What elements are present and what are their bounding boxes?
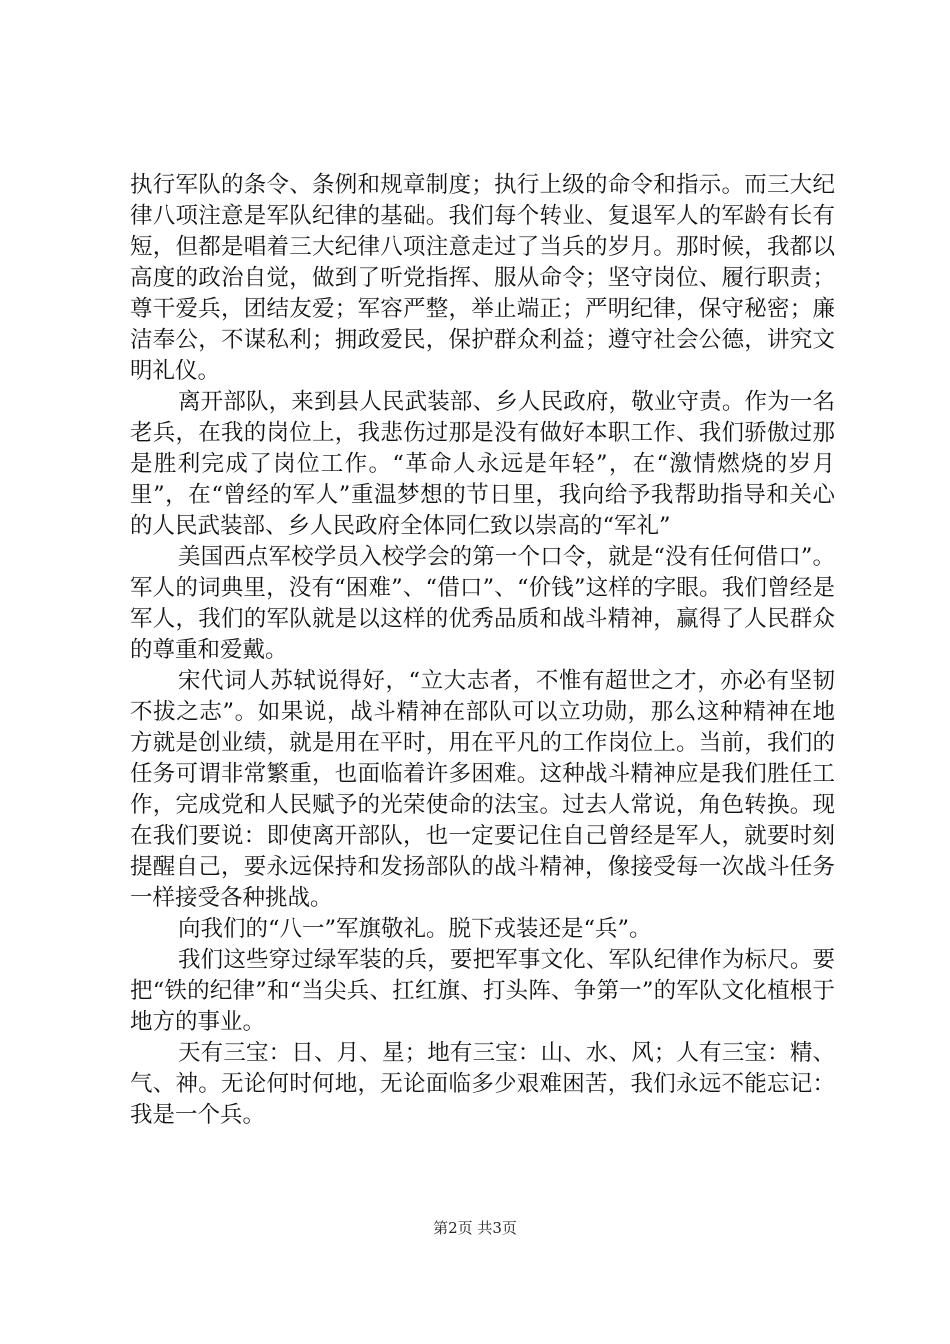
paragraph-6: 我们这些穿过绿军装的兵，要把军事文化、军队纪律作为标尺。要把“铁的纪律”和“当尖兵、扛红旗、打头阵、争第一”的军队文化植根于地方的事业。 [130, 947, 835, 1035]
paragraph-5: 向我们的“八一”军旗敬礼。脱下戎装还是“兵”。 [178, 916, 652, 942]
document-body [130, 170, 835, 1131]
page-number-footer: 第2页 共3页 [433, 1219, 517, 1237]
paragraph-7: 天有三宝：日、月、星；地有三宝：山、水、风；人有三宝：精、气、神。无论何时何地，无论面临多少艰难困苦，我们永远不能忘记：我是一个兵。 [130, 1040, 835, 1128]
paragraph-3: 美国西点军校学员入校学会的第一个口令，就是“没有任何借口”。军人的词典里，没有“困难”、“借口”、“价钱”这样的字眼。我们曾经是军人，我们的军队就是以这样的优秀品质和战斗精神，赢得了人民群众的尊重和爱戴。 [130, 544, 835, 663]
paragraph-2: 离开部队，来到县人民武装部、乡人民政府，敬业守责。作为一名老兵，在我的岗位上，我悲伤过那是没有做好本职工作、我们骄傲过那是胜利完成了岗位工作。“革命人永远是年轻”，在“激情燃烧的岁月里”，在“曾经的军人”重温梦想的节日里，我向给予我帮助指导和关心的人民武装部、乡人民政府全体同仁致以崇高的“军礼” [130, 389, 835, 539]
paragraph-4: 宋代词人苏轼说得好，“立大志者，不惟有超世之才，亦必有坚韧不拔之志”。如果说，战斗精神在部队可以立功勋，那么这种精神在地方就是创业绩，就是用在平时，用在平凡的工作岗位上。当前，我们的任务可谓非常繁重，也面临着许多困难。这种战斗精神应是我们胜任工作，完成党和人民赋予的光荣使命的法宝。过去人常说，角色转换。现在我们要说：即使离开部队，也一定要记住自己曾经是军人，就要时刻提醒自己，要永远保持和发扬部队的战斗精神，像接受每一次战斗任务一样接受各种挑战。 [130, 668, 835, 911]
paragraph-1: 执行军队的条令、条例和规章制度；执行上级的命令和指示。而三大纪律八项注意是军队纪律的基础。我们每个转业、复退军人的军龄有长有短，但都是唱着三大纪律八项注意走过了当兵的岁月。那时候，我都以高度的政治自觉，做到了听党指挥、服从命令；坚守岗位、履行职责；尊干爱兵，团结友爱；军容严整，举止端正；严明纪律，保守秘密；廉洁奉公，不谋私利；拥政爱民，保护群众利益；遵守社会公德，讲究文明礼仪。 [130, 172, 835, 384]
